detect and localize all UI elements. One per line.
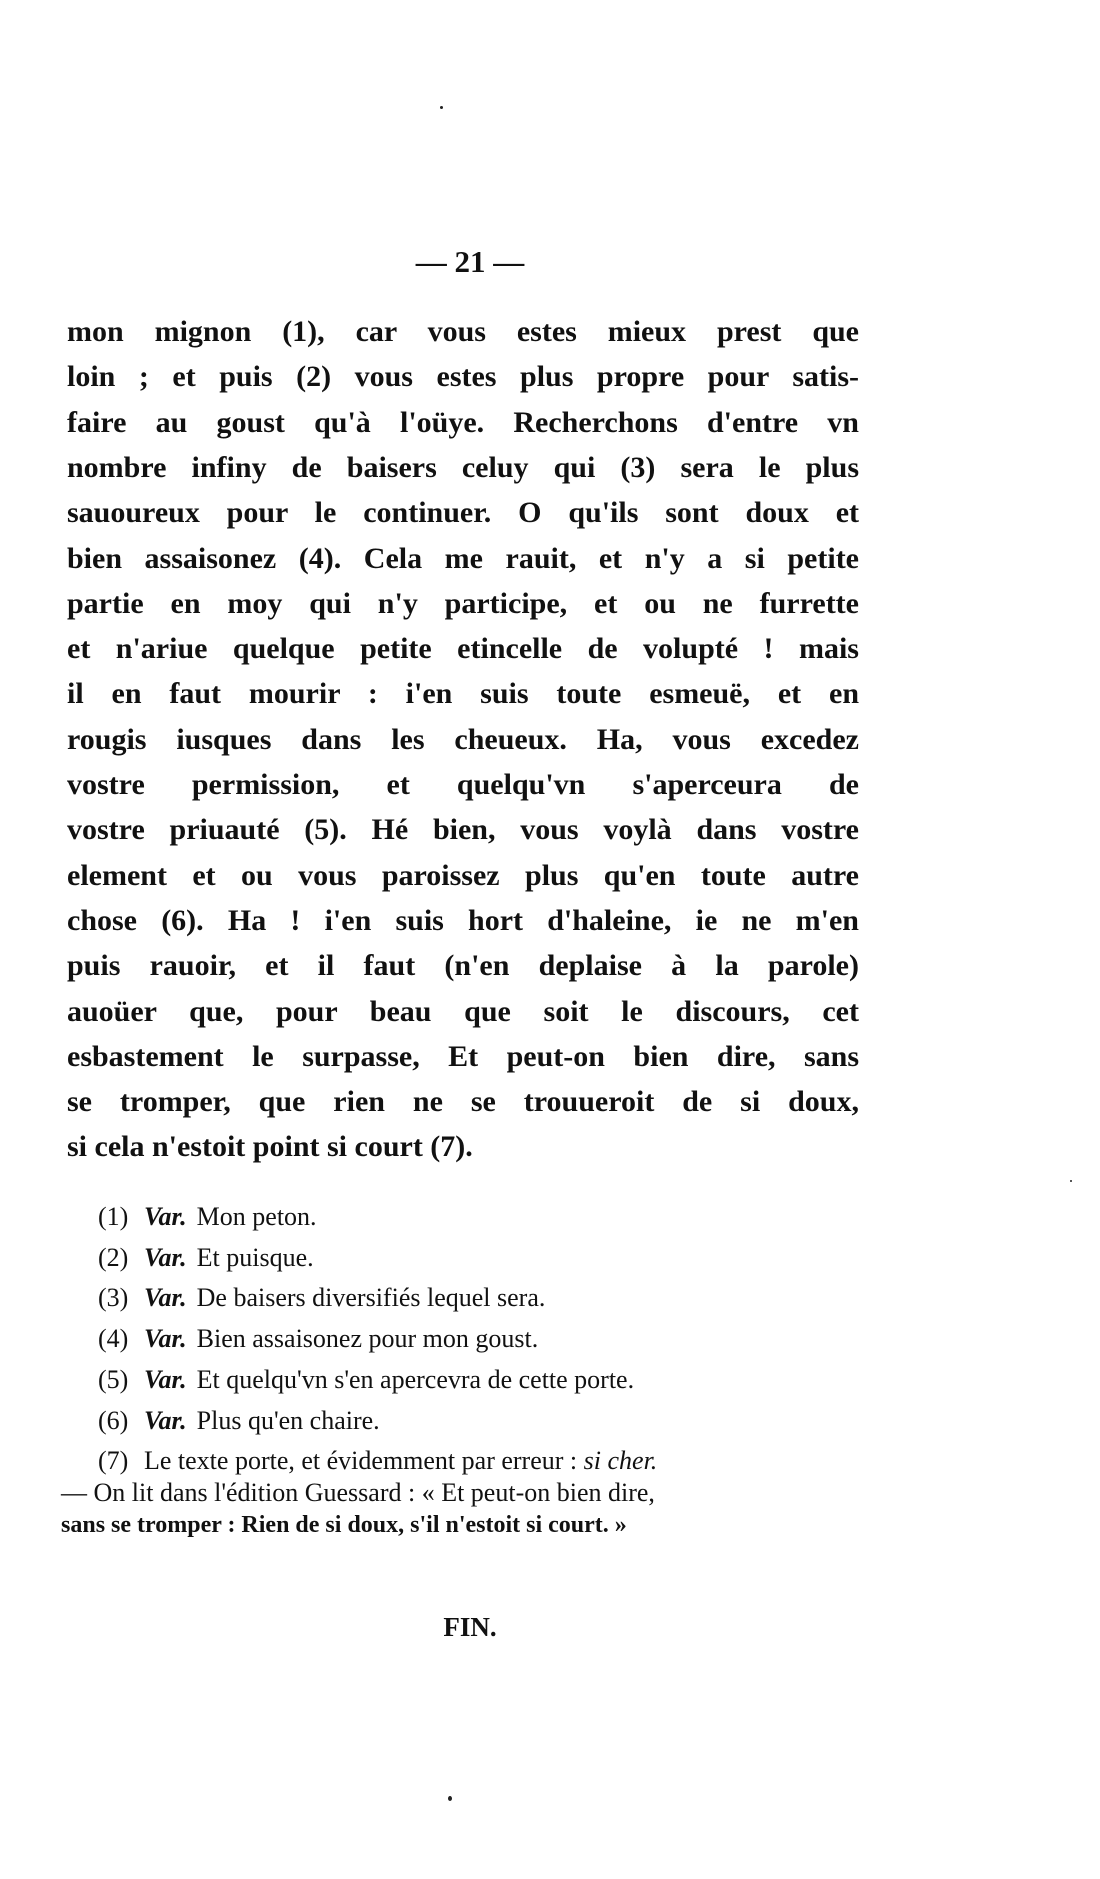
footnote-italic: si cher. [583, 1446, 658, 1475]
footnote-text: Et puisque. [196, 1242, 314, 1272]
body-line: puis rauoir, et il faut (n'en deplaise à la parole) [67, 949, 859, 983]
footnote [98, 1281, 545, 1315]
body-line: loin ; et puis (2) vous estes plus propre pour satis- [67, 360, 859, 394]
footnote [98, 1363, 634, 1397]
footnote [98, 1241, 314, 1275]
body-line: partie en moy qui n'y participe, et ou ne furrette [67, 586, 859, 620]
footnote-text: De baisers diversifiés lequel sera. [196, 1283, 546, 1313]
footnote-number: (1) [98, 1202, 129, 1231]
body-line: mon mignon (1), car vous estes mieux prest que [67, 315, 859, 348]
body-line: et n'ariue quelque petite etincelle de volupté ! mais [67, 632, 859, 666]
footnote-text: Bien assaisonez pour mon goust. [196, 1324, 539, 1354]
body-line: element et ou vous paroissez plus qu'en toute autre [67, 858, 859, 892]
body-line: vostre permission, et quelqu'vn s'aperceura de [67, 768, 859, 801]
body-line: chose (6). Ha ! i'en suis hort d'haleine, ie ne m'en [67, 903, 859, 937]
body-line: sauoureux pour le continuer. O qu'ils sont doux et [67, 496, 859, 530]
print-speck [1070, 1180, 1072, 1182]
end-mark: FIN. [443, 1612, 497, 1642]
variant-label: Var. [144, 1324, 187, 1354]
variant-label: Var. [144, 1202, 187, 1231]
variant-label: Var. [144, 1364, 187, 1394]
body-line: il en faut mourir : i'en suis toute esmeuë, et en [67, 677, 859, 711]
body-line: vostre priuauté (5). Hé bien, vous voylà dans vostre [67, 813, 859, 847]
body-line: bien assaisonez (4). Cela me rauit, et n'y a si petite [67, 541, 859, 575]
body-line: esbastement le surpasse, Et peut-on bien dire, sans [67, 1039, 859, 1073]
variant-label: Var. [144, 1283, 187, 1313]
body-line: se tromper, que rien ne se trouueroit de si doux, [67, 1085, 859, 1119]
footnote-text: Le texte porte, et évidemment par erreur : [144, 1446, 584, 1475]
footnote [98, 1322, 538, 1356]
footnote-number: (7) [98, 1446, 129, 1475]
body-line: faire au goust qu'à l'oüye. Recherchons d'entre vn [67, 405, 859, 439]
footnote-7-continuation: — On lit dans l'édition Guessard : « Et peut-on bien dire, [61, 1478, 655, 1507]
body-line: si cela n'estoit point si court (7). [67, 1130, 473, 1164]
footnote-7 [98, 1444, 657, 1478]
body-line: auoüer que, pour beau que soit le discours, cet [67, 994, 859, 1028]
footnote-number: (4) [98, 1324, 129, 1354]
footnote-text: Mon peton. [196, 1202, 317, 1231]
footnote-text: Plus qu'en chaire. [196, 1405, 380, 1435]
footnote-7-continuation: sans se tromper : Rien de si doux, s'il n'estoit si court. » [61, 1512, 627, 1538]
footnote-text: Et quelqu'vn s'en apercevra de cette porte. [196, 1364, 635, 1394]
footnote-number: (3) [98, 1283, 129, 1313]
page-number: — 21 — [415, 244, 525, 279]
variant-label: Var. [144, 1242, 187, 1272]
body-line: rougis iusques dans les cheueux. Ha, vous excedez [67, 722, 859, 756]
print-speck [440, 106, 443, 109]
footnote [98, 1200, 317, 1234]
footnote-number: (5) [98, 1364, 129, 1394]
footnote-number: (2) [98, 1242, 129, 1272]
footnote [98, 1404, 380, 1438]
variant-label: Var. [144, 1405, 187, 1435]
body-line: nombre infiny de baisers celuy qui (3) sera le plus [67, 450, 859, 484]
print-speck [448, 1796, 452, 1801]
footnote-number: (6) [98, 1405, 129, 1435]
